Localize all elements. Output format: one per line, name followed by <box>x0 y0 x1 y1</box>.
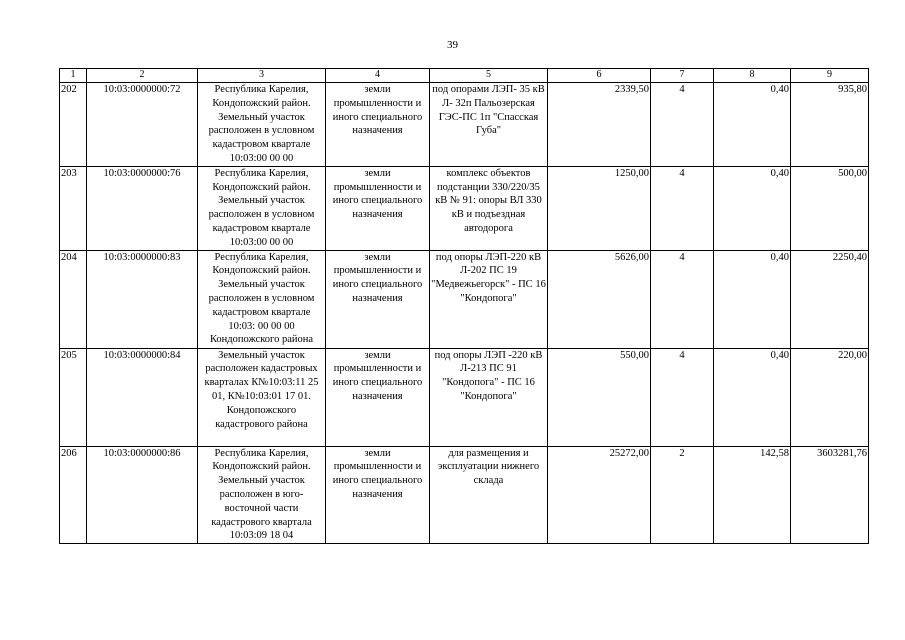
table-row <box>60 166 869 250</box>
page-number: 39 <box>447 39 458 51</box>
col-header-1: 1 <box>60 69 87 83</box>
permitted-use: под опоры ЛЭП-220 кВ Л-202 ПС 19 "Медвежьегорск" - ПС 16 "Кондопога" <box>430 250 548 348</box>
row-number: 203 <box>60 166 87 250</box>
coefficient: 4 <box>651 250 714 348</box>
col-header-7: 7 <box>651 69 714 83</box>
table-row <box>60 250 869 348</box>
row-number: 206 <box>60 446 87 544</box>
plot-area: 1250,00 <box>548 166 651 250</box>
permitted-use: под опорами ЛЭП- 35 кВ Л- 32п Пальозерская ГЭС-ПС 1п "Спасская Губа" <box>430 83 548 167</box>
total-sum: 2250,40 <box>791 250 869 348</box>
rate: 0,40 <box>714 250 791 348</box>
total-sum: 220,00 <box>791 348 869 446</box>
plot-address: Республика Карелия, Кондопожский район. Земельный участок расположен в условном кадастровом квартале 10:03:00 00 00 <box>198 83 326 167</box>
land-category: земли промышленности и иного специального назначения <box>326 348 430 446</box>
land-category: земли промышленности и иного специального назначения <box>326 446 430 544</box>
cadastral-number: 10:03:0000000:72 <box>87 83 198 167</box>
total-sum: 935,80 <box>791 83 869 167</box>
col-header-3: 3 <box>198 69 326 83</box>
rate: 142,58 <box>714 446 791 544</box>
coefficient: 4 <box>651 348 714 446</box>
table-row <box>60 83 869 167</box>
table-row <box>60 348 869 446</box>
col-header-8: 8 <box>714 69 791 83</box>
col-header-9: 9 <box>791 69 869 83</box>
rate: 0,40 <box>714 166 791 250</box>
row-number: 205 <box>60 348 87 446</box>
land-category: земли промышленности и иного специального назначения <box>326 250 430 348</box>
row-number: 202 <box>60 83 87 167</box>
total-sum: 3603281,76 <box>791 446 869 544</box>
rate: 0,40 <box>714 83 791 167</box>
plot-area: 25272,00 <box>548 446 651 544</box>
land-plots-table <box>59 68 869 544</box>
rate: 0,40 <box>714 348 791 446</box>
permitted-use: для размещения и эксплуатации нижнего склада <box>430 446 548 544</box>
col-header-2: 2 <box>87 69 198 83</box>
header-row <box>60 69 869 83</box>
plot-address: Республика Карелия, Кондопожский район. Земельный участок расположен в условном кадастровом квартале 10:03: 00 00 00 Кондопожского района <box>198 250 326 348</box>
land-category: земли промышленности и иного специального назначения <box>326 166 430 250</box>
cadastral-number: 10:03:0000000:84 <box>87 348 198 446</box>
cadastral-number: 10:03:0000000:76 <box>87 166 198 250</box>
permitted-use: комплекс объектов подстанции 330/220/35 кВ № 91: опоры ВЛ 330 кВ и подъездная автодорога <box>430 166 548 250</box>
total-sum: 500,00 <box>791 166 869 250</box>
cadastral-number: 10:03:0000000:86 <box>87 446 198 544</box>
coefficient: 4 <box>651 166 714 250</box>
plot-area: 550,00 <box>548 348 651 446</box>
permitted-use: под опоры ЛЭП -220 кВ Л-213 ПС 91 "Кондопога" - ПС 16 "Кондопога" <box>430 348 548 446</box>
cadastral-number: 10:03:0000000:83 <box>87 250 198 348</box>
plot-address: Земельный участок расположен кадастровых кварталах К№10:03:11 25 01, К№10:03:01 17 01. Кондопожского кадастрового района <box>198 348 326 446</box>
plot-address: Республика Карелия, Кондопожский район. Земельный участок расположен в юго-восточной части кадастрового квартала 10:03:09 18 04 <box>198 446 326 544</box>
col-header-6: 6 <box>548 69 651 83</box>
row-number: 204 <box>60 250 87 348</box>
plot-address: Республика Карелия, Кондопожский район. Земельный участок расположен в условном кадастровом квартале 10:03:00 00 00 <box>198 166 326 250</box>
table-row <box>60 446 869 544</box>
plot-area: 5626,00 <box>548 250 651 348</box>
coefficient: 2 <box>651 446 714 544</box>
col-header-4: 4 <box>326 69 430 83</box>
plot-area: 2339,50 <box>548 83 651 167</box>
coefficient: 4 <box>651 83 714 167</box>
col-header-5: 5 <box>430 69 548 83</box>
land-category: земли промышленности и иного специального назначения <box>326 83 430 167</box>
